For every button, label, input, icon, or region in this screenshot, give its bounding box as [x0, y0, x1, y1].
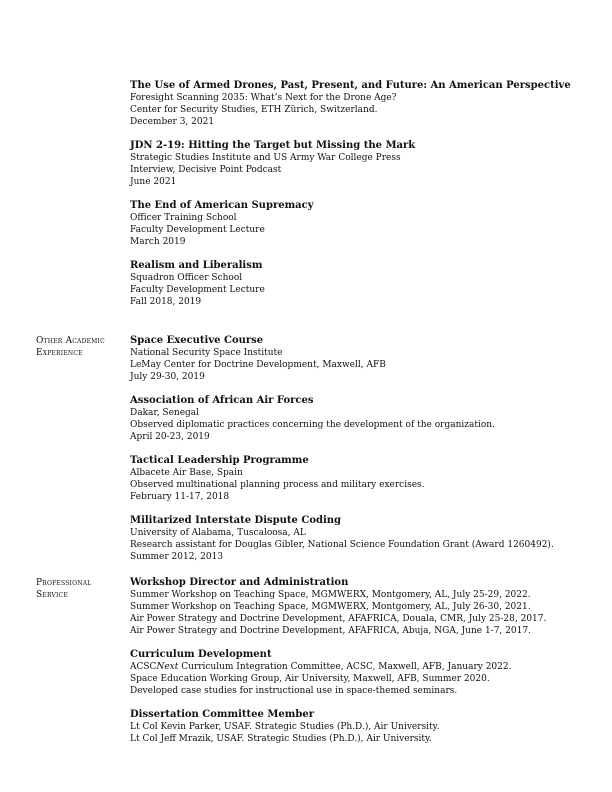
section-label-line: Professional: [36, 578, 92, 588]
entry-line: December 3, 2021: [130, 117, 215, 127]
entry-line: Space Education Working Group, Air University, Maxwell, AFB, Summer 2020.: [130, 674, 490, 684]
other-academic-entries: [130, 335, 600, 575]
talk-entry: [130, 200, 600, 248]
entry-line: Summer 2012, 2013: [130, 552, 224, 562]
entry-line: July 29-30, 2019: [130, 372, 205, 382]
entry-line: Officer Training School: [130, 213, 237, 223]
entry-title: Tactical Leadership Programme: [130, 455, 309, 466]
entry-line: April 20-23, 2019: [130, 432, 210, 442]
entry-title: The Use of Armed Drones, Past, Present, and Future: An American Perspective: [130, 80, 571, 91]
entry-line: Observed diplomatic practices concerning the development of the organization.: [130, 420, 495, 430]
entry-line: Air Power Strategy and Doctrine Development, AFAFRICA, Douala, CMR, July 25-28, 2017.: [130, 614, 547, 624]
entry-title: Curriculum Development: [130, 649, 272, 660]
entry-line: February 11-17, 2018: [130, 492, 230, 502]
entry-line: University of Alabama, Tuscaloosa, AL: [130, 528, 306, 538]
entry-line: Interview, Decisive Point Podcast: [130, 165, 282, 175]
service-entry: [130, 577, 600, 637]
service-entry: [130, 709, 600, 745]
entry-line: Observed multinational planning process and military exercises.: [130, 480, 425, 490]
next-italic-text: Next: [156, 662, 179, 672]
entry-title: Realism and Liberalism: [130, 260, 263, 271]
entry-line: Lt Col Jeff Mrazik, USAF. Strategic Studies (Ph.D.), Air University.: [130, 734, 432, 744]
acsc-text: ACSC: [130, 662, 157, 672]
talk-entry: [130, 260, 600, 308]
section-label-line: Experience: [36, 348, 83, 358]
entry-title: The End of American Supremacy: [130, 200, 314, 211]
entry-title: Workshop Director and Administration: [130, 577, 349, 588]
entry-line: National Security Space Institute: [130, 348, 283, 358]
professional-service-entries: [130, 577, 600, 757]
entry-line: Developed case studies for instructional use in space-themed seminars.: [130, 686, 458, 696]
entry-line: Lt Col Kevin Parker, USAF. Strategic Studies (Ph.D.), Air University.: [130, 722, 440, 732]
entry-title: Dissertation Committee Member: [130, 709, 314, 720]
entry-line: Research assistant for Douglas Gibler, National Science Foundation Grant (Award 1260492).: [130, 540, 554, 550]
entry-line: Faculty Development Lecture: [130, 225, 265, 235]
section-label-line: Other Academic: [36, 336, 105, 346]
entry-line: Albacete Air Base, Spain: [130, 468, 243, 478]
entry-title: Militarized Interstate Dispute Coding: [130, 515, 342, 526]
entry-line: Squadron Officer School: [130, 273, 243, 283]
service-entry: [130, 649, 600, 697]
entry-line: Summer Workshop on Teaching Space, MGMWERX, Montgomery, AL, July 26-30, 2021.: [130, 602, 531, 612]
entry-line: Faculty Development Lecture: [130, 285, 265, 295]
entry-line: Center for Security Studies, ETH Zürich, Switzerland.: [130, 105, 378, 115]
talks-entries: [130, 80, 600, 320]
section-label-line: Service: [36, 590, 68, 600]
entry-line: Strategic Studies Institute and US Army War College Press: [130, 153, 401, 163]
entry-title: Association of African Air Forces: [130, 395, 314, 406]
entry-line: [130, 661, 600, 673]
section-label: [36, 577, 126, 601]
entry-line: Summer Workshop on Teaching Space, MGMWERX, Montgomery, AL, July 25-29, 2022.: [130, 590, 531, 600]
entry-title: Space Executive Course: [130, 335, 264, 346]
entry-title: JDN 2-19: Hitting the Target but Missing the Mark: [130, 140, 416, 151]
entry-line: June 2021: [130, 177, 177, 187]
experience-entry: [130, 455, 600, 503]
experience-entry: [130, 515, 600, 563]
section-label: [36, 335, 126, 359]
talk-entry: [130, 80, 600, 128]
experience-entry: [130, 335, 600, 383]
entry-line-rest: Curriculum Integration Committee, ACSC, Maxwell, AFB, January 2022.: [178, 662, 512, 672]
entry-line: Foresight Scanning 2035: What’s Next for the Drone Age?: [130, 93, 397, 103]
entry-line: Air Power Strategy and Doctrine Development, AFAFRICA, Abuja, NGA, June 1-7, 2017.: [130, 626, 531, 636]
experience-entry: [130, 395, 600, 443]
entry-line: Dakar, Senegal: [130, 408, 200, 418]
entry-line: Fall 2018, 2019: [130, 297, 202, 307]
talk-entry: [130, 140, 600, 188]
entry-line: March 2019: [130, 237, 186, 247]
entry-line: LeMay Center for Doctrine Development, Maxwell, AFB: [130, 360, 386, 370]
